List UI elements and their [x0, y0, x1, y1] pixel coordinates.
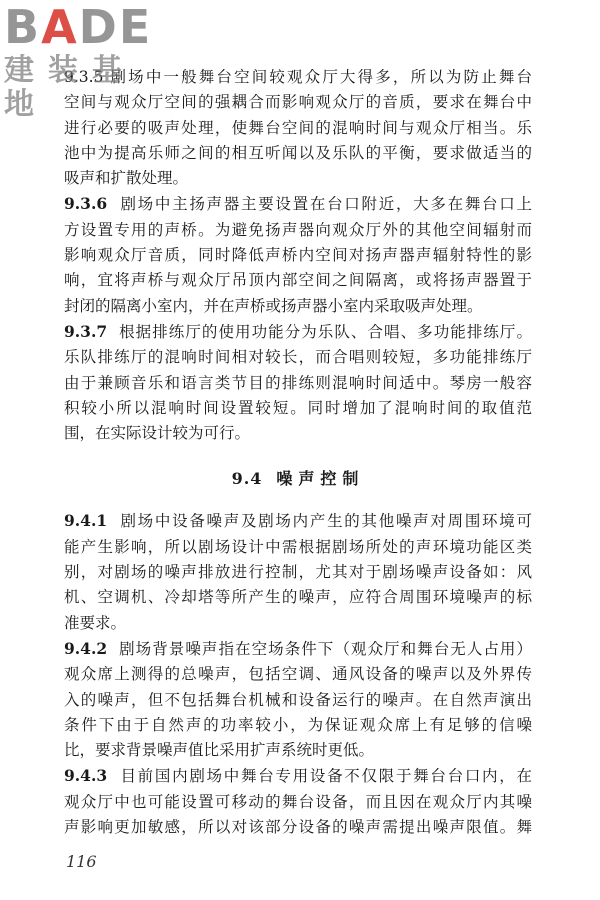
- page-number: 116: [66, 852, 97, 871]
- clause-9-4-1: [64, 508, 532, 635]
- text-line: 围，在实际设计较为可行。: [64, 424, 251, 443]
- clause-number: 9.3.6: [64, 194, 108, 214]
- watermark-brand: BADE: [4, 0, 153, 54]
- text-line: 9.4.1 剧场中设备噪声及剧场内产生的其他噪声对周围环境可: [64, 511, 532, 531]
- text-line: 别，对剧场的噪声排放进行控制，尤其对于剧场噪声设备如：风: [64, 563, 532, 582]
- text-line: 9.4.3 目前国内剧场中舞台专用设备不仅限于舞台台口内，在: [64, 766, 532, 786]
- text-line: 9.3.6 剧场中主扬声器主要设置在台口附近，大多在舞台口上: [64, 194, 532, 214]
- clause-number: 9.4.3: [64, 766, 108, 786]
- section-number: 9.4: [231, 469, 263, 489]
- text-line: 机、空调机、冷却塔等所产生的噪声，应符合周围环境噪声的标: [64, 588, 532, 607]
- watermark-subtitle: 建装基地: [4, 53, 136, 122]
- clause-9-3-7: [64, 319, 532, 446]
- page-body: [64, 0, 532, 840]
- text-line: 积较小所以混响时间设置较短。同时增加了混响时间的取值范: [64, 398, 532, 417]
- text-line: 声影响更加敏感，所以对该部分设备的噪声需提出噪声限值。舞: [64, 818, 532, 837]
- text-line: 影响观众厅音质，同时降低声桥内空间对扬声器声辐射特性的影: [64, 246, 532, 265]
- text-line: 乐队排练厅的混响时间相对较长，而合唱则较短，多功能排练厅: [64, 348, 532, 367]
- clause-number: 9.3.7: [64, 321, 108, 341]
- clause-9-3-6: [64, 191, 532, 318]
- text-line: 吸声和扩散处理。: [64, 169, 189, 188]
- section-heading: [64, 466, 532, 491]
- text-line: 观众席上测得的总噪声，包括空调、通风设备的噪声以及外界传: [64, 665, 532, 684]
- text-line: 进行必要的吸声处理，使舞台空间的混响时间与观众厅相当。乐: [64, 118, 532, 137]
- text-line: 比，要求背景噪声值比采用扩声系统时更低。: [64, 741, 375, 760]
- text-line: 能产生影响，所以剧场设计中需根据剧场所处的声环境功能区类: [64, 537, 532, 556]
- text-line: 9.4.2 剧场背景噪声指在空场条件下（观众厅和舞台无人占用）: [64, 638, 532, 658]
- text-line: 9.3.7 根据排练厅的使用功能分为乐队、合唱、多功能排练厅。: [64, 321, 532, 341]
- text-line: 空间与观众厅空间的强耦合而影响观众厅的音质，要求在舞台中: [64, 93, 532, 112]
- clause-number: 9.4.1: [64, 511, 108, 531]
- clause-number: 9.4.2: [64, 638, 108, 658]
- section-title: 噪声控制: [276, 469, 365, 489]
- clause-9-3-5: [64, 65, 532, 191]
- text-line: 9.3.5 剧场中一般舞台空间较观众厅大得多，所以为防止舞台: [64, 68, 532, 86]
- text-line: 入的噪声，但不包括舞台机械和设备运行的噪声。在自然声演出: [64, 690, 532, 709]
- clause-9-4-3: [64, 763, 532, 840]
- text-line: 由于兼顾音乐和语言类节目的排练则混响时间适中。琴房一般容: [64, 373, 532, 392]
- text-line: 方设置专用的声桥。为避免扬声器向观众厅外的其他空间辐射而: [64, 220, 532, 239]
- text-line: 池中为提高乐师之间的相互听闻以及乐队的平衡，要求做适当的: [64, 143, 532, 162]
- clause-9-4-2: [64, 636, 532, 763]
- text-line: 观众厅中也可能设置可移动的舞台设备，而且因在观众厅内其噪: [64, 792, 532, 811]
- text-line: 封闭的隔离小室内，并在声桥或扬声器小室内采取吸声处理。: [64, 296, 483, 315]
- text-line: 条件下由于自然声的功率较小，为保证观众席上有足够的信噪: [64, 715, 532, 734]
- text-line: 响，宜将声桥与观众厅吊顶内部空间之间隔离，或将扬声器置于: [64, 271, 532, 290]
- text-line: 准要求。: [64, 613, 127, 632]
